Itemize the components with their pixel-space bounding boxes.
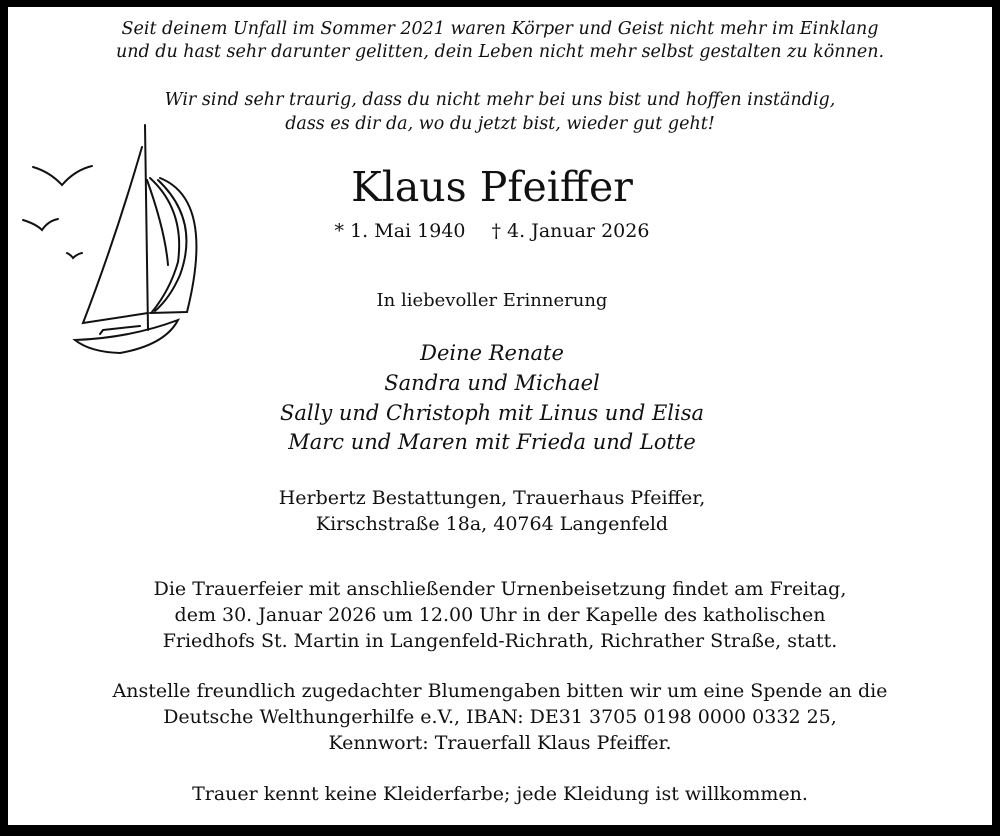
death-date: † 4. Januar 2026 xyxy=(491,220,650,242)
ceremony-line: dem 30. Januar 2026 um 12.00 Uhr in der Kapelle des katholischen xyxy=(174,604,826,626)
ceremony-line: Friedhofs St. Martin in Langenfeld-Richrath, Richrather Straße, statt. xyxy=(162,630,838,652)
donation-line: Kennwort: Trauerfall Klaus Pfeiffer. xyxy=(328,732,672,754)
ceremony-line: Die Trauerfeier mit anschließender Urnenbeisetzung findet am Freitag, xyxy=(153,578,847,600)
donation-line: Deutsche Welthungerhilfe e.V., IBAN: DE31 3705 0198 0000 0332 25, xyxy=(163,706,837,728)
bird-icon xyxy=(67,253,82,258)
family-member: Deine Renate xyxy=(420,341,564,365)
intro-line: und du hast sehr darunter gelitten, dein Leben nicht mehr selbst gestalten zu können. xyxy=(115,42,885,62)
intro-line: Seit deinem Unfall im Sommer 2021 waren Körper und Geist nicht mehr im Einklang xyxy=(121,19,879,39)
address-line: Kirschstraße 18a, 40764 Langenfeld xyxy=(315,513,669,535)
intro-line: dass es dir da, wo du jetzt bist, wieder gut geht! xyxy=(285,114,715,134)
deceased-name: Klaus Pfeiffer xyxy=(351,163,633,211)
life-dates xyxy=(0,222,992,241)
family-member: Sally und Christoph mit Linus und Elisa xyxy=(279,401,705,425)
closing-line: Trauer kennt keine Kleiderfarbe; jede Kleidung ist willkommen. xyxy=(192,783,808,805)
remembrance-text: In liebevoller Erinnerung xyxy=(376,290,608,311)
address-line: Herbertz Bestattungen, Trauerhaus Pfeiffer, xyxy=(278,487,706,509)
birth-date: * 1. Mai 1940 xyxy=(334,220,466,242)
family-member: Sandra und Michael xyxy=(384,371,600,395)
intro-line: Wir sind sehr traurig, dass du nicht mehr bei uns bist und hoffen inständig, xyxy=(164,90,836,110)
donation-line: Anstelle freundlich zugedachter Blumengaben bitten wir um eine Spende an die xyxy=(112,680,888,702)
family-member: Marc und Maren mit Frieda und Lotte xyxy=(288,430,696,454)
